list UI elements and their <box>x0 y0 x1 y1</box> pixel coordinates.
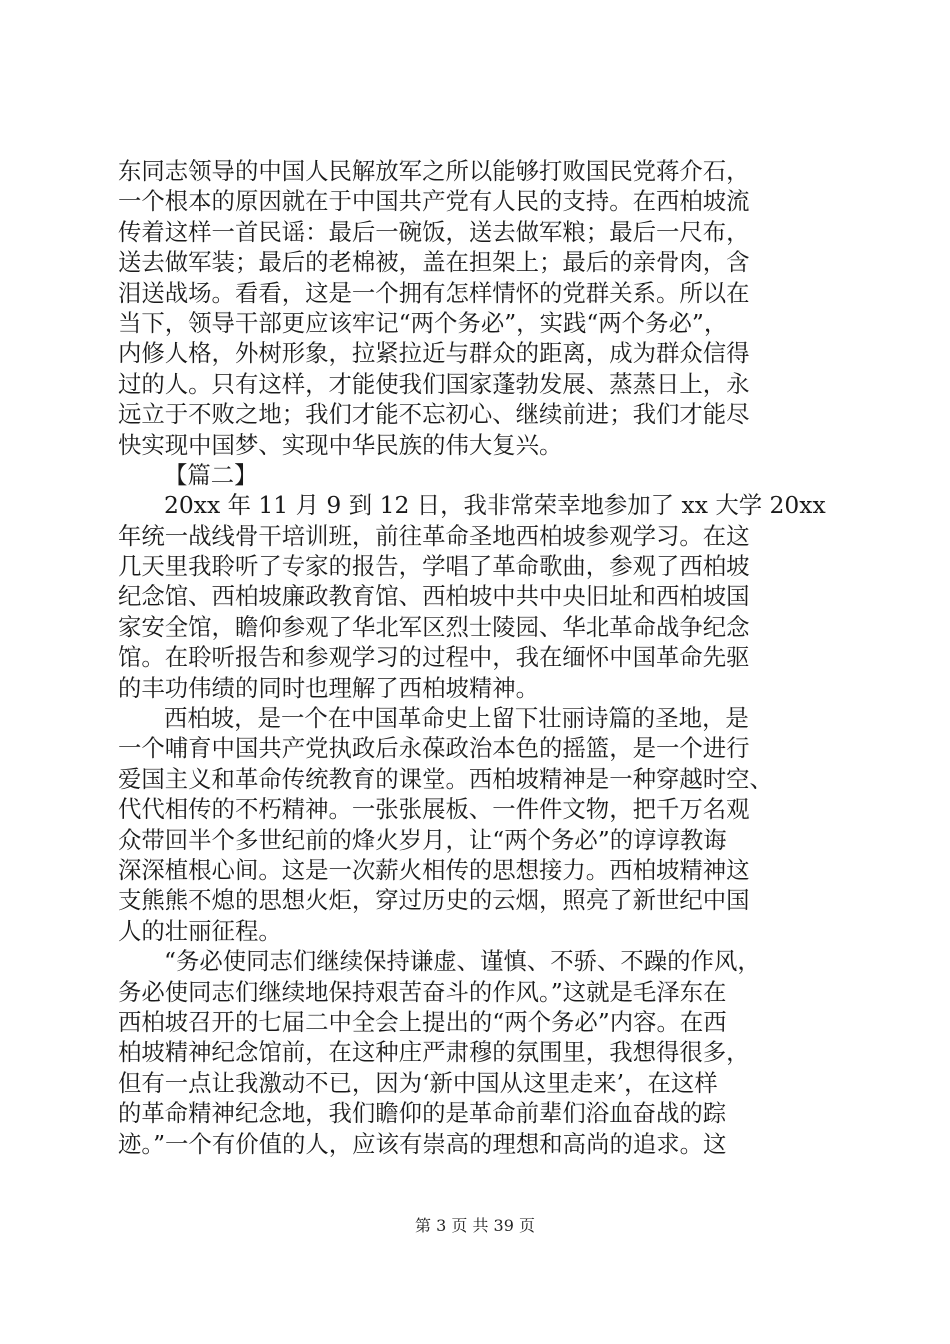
text-line: 但有一点让我激动不已，因为‘新中国从这里走来’，在这样 <box>118 1068 718 1097</box>
text-line: 东同志领导的中国人民解放军之所以能够打败国民党蒋介石， <box>118 157 750 185</box>
text-line: 的丰功伟绩的同时也理解了西柏坡精神。 <box>118 673 540 702</box>
text-line: 的革命精神纪念地，我们瞻仰的是革命前辈们浴血奋战的踪 <box>118 1099 727 1128</box>
text-line: 支熊熊不熄的思想火炬，穿过历史的云烟，照亮了新世纪中国 <box>118 886 750 915</box>
text-line: 20xx 年 11 月 9 到 12 日，我非常荣幸地参加了 xx 大学 20xx <box>164 491 826 520</box>
text-line: 众带回半个多世纪前的烽火岁月，让“两个务必”的谆谆教诲 <box>118 825 727 854</box>
text-line: “务必使同志们继续保持谦虚、谨慎、不骄、不躁的作风， <box>164 947 761 976</box>
text-line: 远立于不败之地；我们才能不忘初心、继续前进；我们才能尽 <box>118 400 750 429</box>
text-line: 内修人格，外树形象，拉紧拉近与群众的距离，成为群众信得 <box>118 339 750 368</box>
text-line: 一个哺育中国共产党执政后永葆政治本色的摇篮，是一个进行 <box>118 734 750 763</box>
text-line: 人的壮丽征程。 <box>118 916 282 945</box>
text-line: 一个根本的原因就在于中国共产党有人民的支持。在西柏坡流 <box>118 187 750 216</box>
text-line: 柏坡精神纪念馆前，在这种庄严肃穆的氛围里，我想得很多， <box>118 1038 750 1067</box>
text-line: 迹。”一个有价值的人，应该有崇高的理想和高尚的追求。这 <box>118 1129 727 1158</box>
text-line: 过的人。只有这样，才能使我们国家蓬勃发展、蒸蒸日上，永 <box>118 369 750 398</box>
text-line: 爱国主义和革命传统教育的课堂。西柏坡精神是一种穿越时空、 <box>118 764 773 793</box>
text-line: 泪送战场。看看，这是一个拥有怎样情怀的党群关系。所以在 <box>118 278 750 307</box>
text-line: 家安全馆，瞻仰参观了华北军区烈士陵园、华北革命战争纪念 <box>118 612 750 641</box>
text-line: 馆。在聆听报告和参观学习的过程中，我在缅怀中国革命先驱 <box>118 643 750 672</box>
page-number: 第 3 页 共 39 页 <box>415 1216 535 1235</box>
text-line: 西柏坡，是一个在中国革命史上留下壮丽诗篇的圣地，是 <box>164 704 749 733</box>
text-line: 传着这样一首民谣：最后一碗饭，送去做军粮；最后一尺布， <box>118 217 750 246</box>
text-line: 纪念馆、西柏坡廉政教育馆、西柏坡中共中央旧址和西柏坡国 <box>118 582 750 611</box>
text-line: 快实现中国梦、实现中华民族的伟大复兴。 <box>118 430 563 459</box>
body-text <box>118 156 836 1159</box>
text-line: 当下，领导干部更应该牢记“两个务必”，实践“两个务必”， <box>118 308 728 337</box>
text-line: 代代相传的不朽精神。一张张展板、一件件文物，把千万名观 <box>118 795 750 824</box>
text-line: 务必使同志们继续地保持艰苦奋斗的作风。”这就是毛泽东在 <box>118 977 727 1006</box>
page-footer <box>0 1213 950 1236</box>
text-line: 年统一战线骨干培训班，前往革命圣地西柏坡参观学习。在这 <box>118 521 750 550</box>
text-line: 几天里我聆听了专家的报告，学唱了革命歌曲，参观了西柏坡 <box>118 552 750 581</box>
section-heading: 【篇二】 <box>164 460 258 489</box>
text-line: 西柏坡召开的七届二中全会上提出的“两个务必”内容。在西 <box>118 1007 727 1036</box>
text-line: 深深植根心间。这是一次薪火相传的思想接力。西柏坡精神这 <box>118 855 750 884</box>
text-line: 送去做军装；最后的老棉被，盖在担架上；最后的亲骨肉，含 <box>118 248 750 277</box>
